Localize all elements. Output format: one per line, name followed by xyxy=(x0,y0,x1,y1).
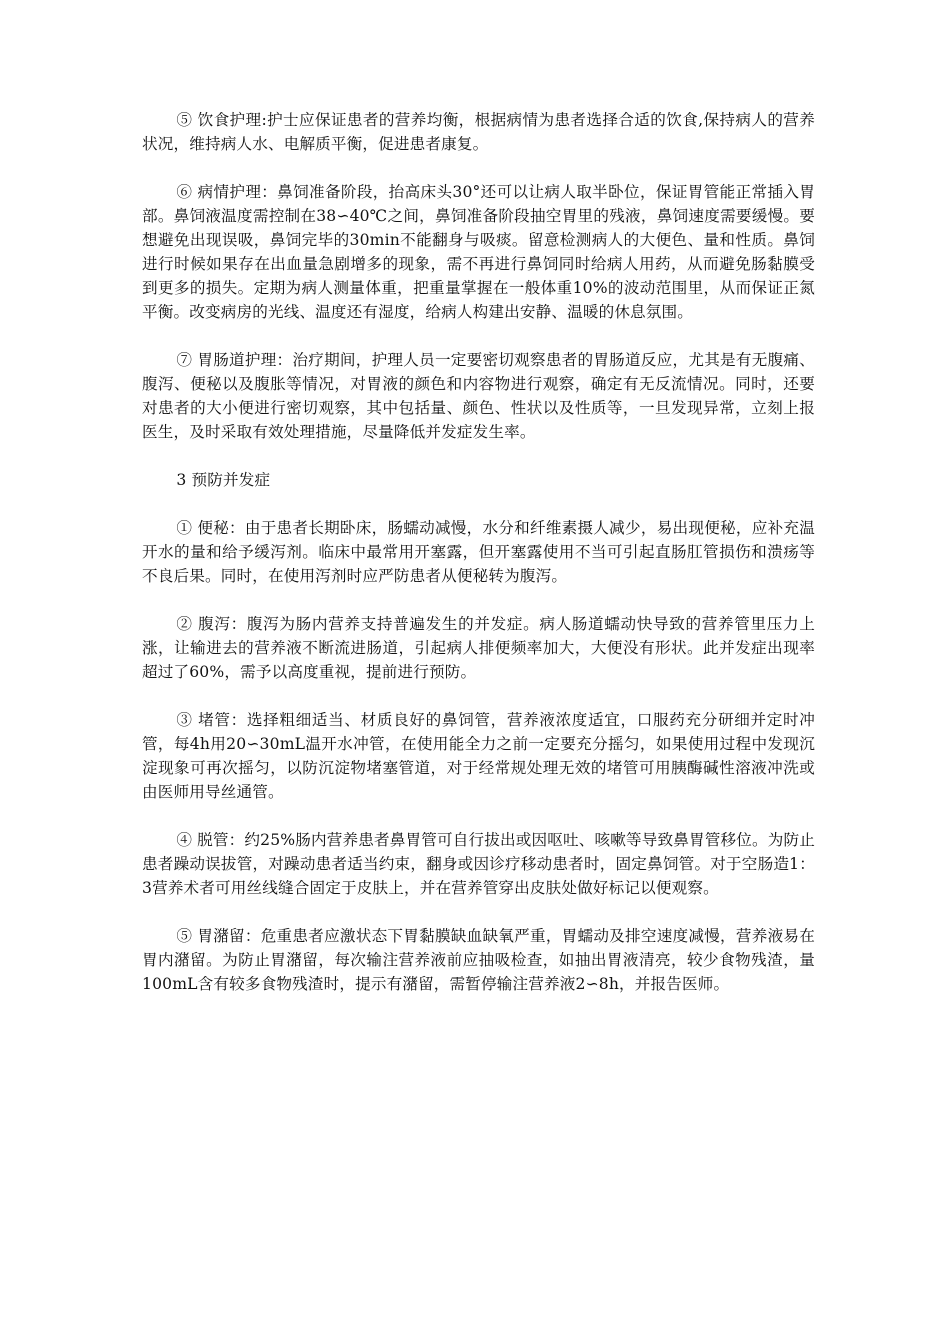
section-heading: 3 预防并发症 xyxy=(176,471,271,489)
paragraph-constipation: ① 便秘：由于患者长期卧床，肠蠕动减慢，水分和纤维素摄人减少，易出现便秘，应补充温开水的量和给予缓泻剂。临床中最常用开塞露，但开塞露使用不当可引起直肠肛管损伤和溃疡等不良后果。同时，在使用泻剂时应严防患者从便秘转为腹泻。 xyxy=(142,519,815,585)
paragraph-gastric-retention: ⑤ 胃潴留：危重患者应激状态下胃黏膜缺血缺氧严重，胃蠕动及排空速度减慢，营养液易在胃内潴留。为防止胃潴留，每次输注营养液前应抽吸检查，如抽出胃液清亮，较少食物残渣，量100mL含有较多食物残渣时，提示有潴留，需暂停输注营养液2∽8h，并报告医师。 xyxy=(142,927,815,993)
paragraph-gi-care: ⑦ 胃肠道护理：治疗期间，护理人员一定要密切观察患者的胃肠道反应，尤其是有无腹痛、腹泻、便秘以及腹胀等情况，对胃液的颜色和内容物进行观察，确定有无反流情况。同时，还要对患者的大小便进行密切观察，其中包括量、颜色、性状以及性质等，一旦发现异常，立刻上报医生，及时采取有效处理措施，尽量降低并发症发生率。 xyxy=(142,351,815,441)
paragraph-diarrhea: ② 腹泻：腹泻为肠内营养支持普遍发生的并发症。病人肠道蠕动快导致的营养管里压力上涨，让输进去的营养液不断流进肠道，引起病人排便频率加大，大便没有形状。此并发症出现率超过了60%，需予以高度重视，提前进行预防。 xyxy=(142,615,815,681)
paragraph-tube-dislodgement: ④ 脱管：约25%肠内营养患者鼻胃管可自行拔出或因呕吐、咳嗽等导致鼻胃管移位。为防止患者躁动误拔管，对躁动患者适当约束，翻身或因诊疗移动患者时，固定鼻饲管。对于空肠造1：3营养术者可用丝线缝合固定于皮肤上，并在营养管穿出皮肤处做好标记以便观察。 xyxy=(142,831,815,897)
paragraph-tube-blockage: ③ 堵管：选择粗细适当、材质良好的鼻饲管，营养液浓度适宜，口服药充分研细并定时冲管，每4h用20∽30mL温开水冲管，在使用能全力之前一定要充分摇匀，如果使用过程中发现沉淀现象可再次摇匀，以防沉淀物堵塞管道，对于经常规处理无效的堵管可用胰酶碱性溶液冲洗或由医师用导丝通管。 xyxy=(142,711,815,801)
document-page xyxy=(142,108,815,1020)
paragraph-condition-care: ⑥ 病情护理：鼻饲准备阶段，抬高床头30°还可以让病人取半卧位，保证胃管能正常插入胃部。鼻饲液温度需控制在38∽40℃之间，鼻饲准备阶段抽空胃里的残液，鼻饲速度需要缓慢。要想避免出现误吸，鼻饲完毕的30min不能翻身与吸痰。留意检测病人的大便色、量和性质。鼻饲进行时候如果存在出血量急剧增多的现象，需不再进行鼻饲同时给病人用药，从而避免肠黏膜受到更多的损失。定期为病人测量体重，把重量掌握在一般体重10%的波动范围里，从而保证正氮平衡。改变病房的光线、温度还有湿度，给病人构建出安静、温暖的休息氛围。 xyxy=(142,183,815,321)
paragraph-diet-care: ⑤ 饮食护理:护士应保证患者的营养均衡，根据病情为患者选择合适的饮食,保持病人的营养状况，维持病人水、电解质平衡，促进患者康复。 xyxy=(142,111,815,153)
